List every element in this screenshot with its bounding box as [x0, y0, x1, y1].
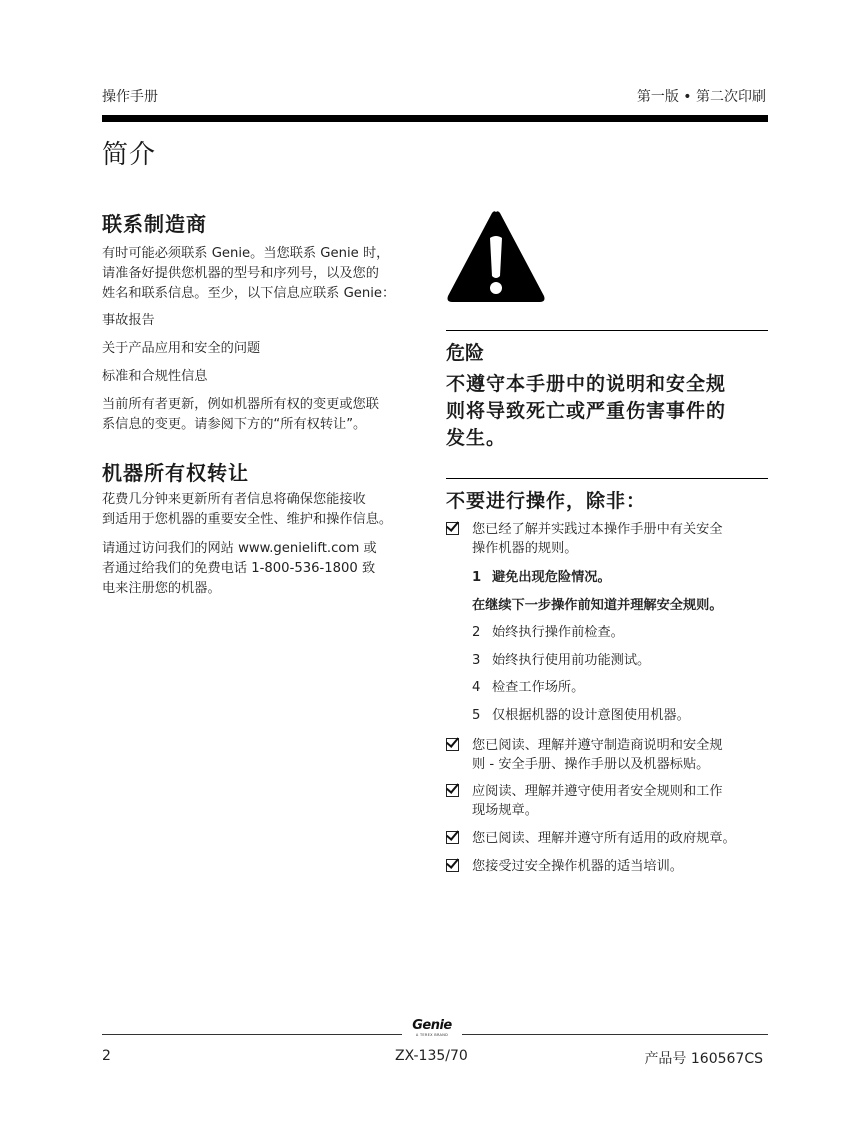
step-number: 1: [472, 570, 482, 585]
check-item-line: 现场规章。: [472, 803, 538, 818]
footer-rule-right: [462, 1034, 768, 1035]
transfer-para-line: 花费几分钟来更新所有者信息将确保您能接收: [102, 492, 366, 507]
contact-intro-line: 有时可能必须联系 Genie。当您联系 Genie 时，: [102, 246, 390, 261]
dont-operate-top-rule: [446, 478, 768, 479]
step-number: 2: [472, 625, 481, 640]
contact-intro-line: 请准备好提供您机器的型号和序列号，以及您的: [102, 266, 379, 281]
footer-part-number: 产品号 160567CS: [644, 1051, 763, 1067]
header-manual-title: 操作手册: [102, 89, 158, 105]
transfer-para-2: [102, 539, 430, 599]
step-text: 仅根据机器的设计意图使用机器。: [492, 708, 690, 723]
header-edition: 第一版 • 第二次印刷: [636, 89, 766, 105]
page-title: 简介: [102, 140, 157, 170]
dont-operate-title: 不要进行操作，除非：: [446, 490, 647, 512]
contact-owner-update: [102, 395, 430, 435]
page-number: 2: [102, 1048, 111, 1064]
step-text: 始终执行操作前检查。: [492, 625, 624, 640]
checkbox-checked-icon: [446, 738, 459, 751]
check-item: [446, 520, 768, 560]
check-item: [446, 857, 768, 877]
step-note: 在继续下一步操作前知道并理解安全规则。: [472, 598, 723, 613]
danger-text-line: 不遵守本手册中的说明和安全规: [446, 373, 727, 395]
check-item-line: 则 - 安全手册、操作手册以及机器标贴。: [472, 757, 710, 772]
danger-text-line: 则将导致死亡或严重伤害事件的: [446, 400, 727, 422]
checkbox-checked-icon: [446, 784, 459, 797]
transfer-para-1: [102, 490, 437, 530]
warning-triangle-icon: [446, 208, 546, 310]
contact-item-questions: 关于产品应用和安全的问题: [102, 341, 261, 356]
footer-model: ZX-135/70: [395, 1048, 468, 1064]
step-item: [472, 651, 768, 670]
contact-heading: 联系制造商: [102, 212, 207, 236]
check-item: [446, 736, 768, 776]
genie-logo: [406, 1019, 458, 1038]
transfer-para-line: 电来注册您的机器。: [102, 581, 221, 596]
transfer-para-line: 请通过访问我们的网站 www.genielift.com 或: [102, 541, 377, 556]
step-number: 5: [472, 708, 481, 723]
logo-tagline: A TEREX BRAND: [415, 1033, 449, 1037]
check-item-line: 您已阅读、理解并遵守所有适用的政府规章。: [472, 831, 736, 846]
step-number: 4: [472, 680, 481, 695]
footer-rule-left: [102, 1034, 402, 1035]
check-item-line: 操作机器的规则。: [472, 541, 578, 556]
check-item: [446, 829, 768, 849]
transfer-heading: 机器所有权转让: [102, 461, 249, 485]
step-item: [472, 706, 768, 725]
step-item: [472, 678, 768, 697]
step-number: 3: [472, 653, 481, 668]
contact-intro: [102, 244, 430, 304]
contact-owner-line: 系信息的变更。请参阅下方的“所有权转让”。: [102, 417, 367, 432]
checkbox-checked-icon: [446, 859, 459, 872]
check-item-line: 您已阅读、理解并遵守制造商说明和安全规: [472, 738, 723, 753]
step-item: [472, 568, 768, 587]
header-rule: [102, 115, 768, 122]
contact-owner-line: 当前所有者更新，例如机器所有权的变更或您联: [102, 397, 379, 412]
checkbox-checked-icon: [446, 522, 459, 535]
danger-top-rule: [446, 330, 768, 331]
contact-item-accident: 事故报告: [102, 313, 155, 328]
danger-text-line: 发生。: [446, 427, 507, 449]
checkbox-checked-icon: [446, 831, 459, 844]
contact-intro-line: 姓名和联系信息。至少，以下信息应联系 Genie：: [102, 286, 396, 301]
step-text: 始终执行使用前功能测试。: [492, 653, 651, 668]
step-text: 避免出现危险情况。: [492, 570, 611, 585]
step-item: [472, 623, 768, 642]
danger-text: [446, 371, 768, 452]
transfer-para-line: 到适用于您机器的重要安全性、维护和操作信息。: [102, 512, 393, 527]
logo-brand: Genie: [412, 1018, 452, 1033]
check-item: [446, 782, 768, 822]
check-item-line: 应阅读、理解并遵守使用者安全规则和工作: [472, 784, 723, 799]
transfer-para-line: 者通过给我们的免费电话 1-800-536-1800 致: [102, 561, 376, 576]
danger-label: 危险: [446, 342, 485, 364]
step-text: 检查工作场所。: [492, 680, 585, 695]
contact-item-standards: 标准和合规性信息: [102, 369, 208, 384]
check-item-line: 您已经了解并实践过本操作手册中有关安全: [472, 522, 723, 537]
check-item-line: 您接受过安全操作机器的适当培训。: [472, 859, 683, 874]
